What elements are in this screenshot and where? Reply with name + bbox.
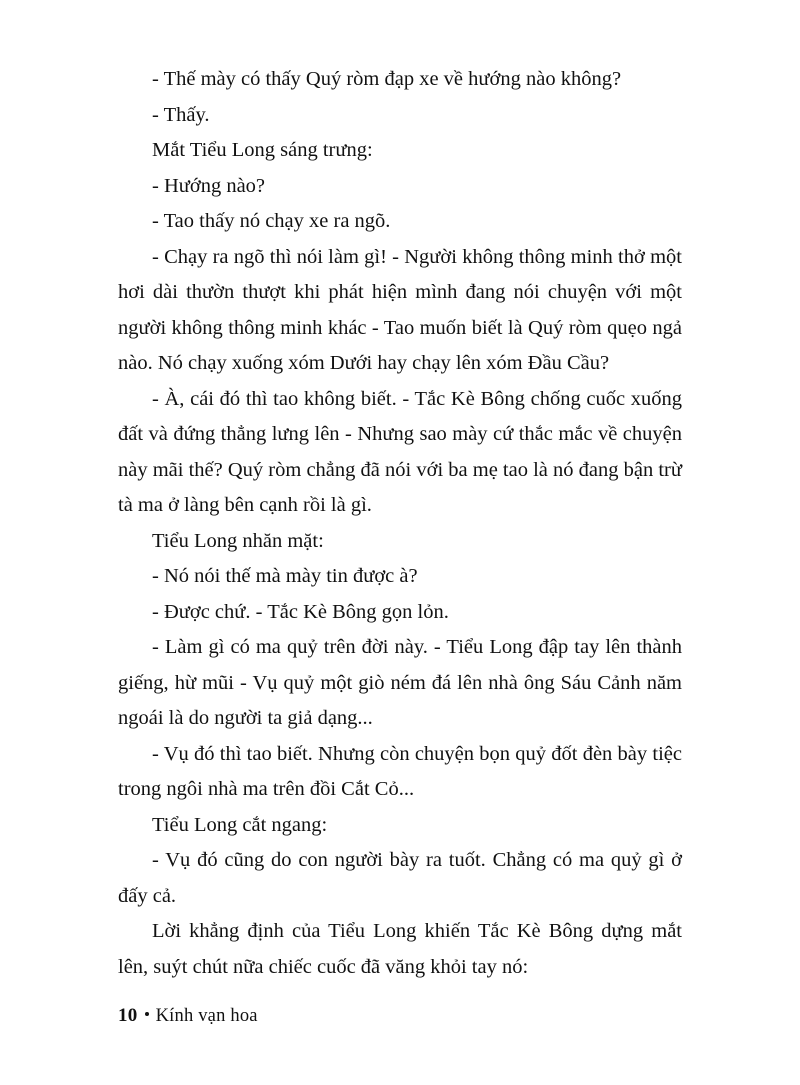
page-footer <box>118 1005 258 1027</box>
running-title: Kính vạn hoa <box>155 1006 258 1026</box>
paragraph: Tiểu Long nhăn mặt: <box>152 529 324 552</box>
paragraph: - À, cái đó thì tao không biết. - Tắc Kè Bông chống cuốc xuống đất và đứng thẳng lưng lên - Nhưng sao mày cứ thắc mắc về chuyện này mãi thế? Quý ròm chẳng đã nói với ba mẹ tao là nó đang bận trừ tà ma ở làng bên cạnh rồi là gì. <box>118 387 682 516</box>
paragraph: - Tao thấy nó chạy xe ra ngõ. <box>152 210 391 232</box>
paragraph: Tiểu Long cắt ngang: <box>152 813 328 836</box>
paragraph: - Chạy ra ngõ thì nói làm gì! - Người không thông minh thở một hơi dài thườn thượt khi phát hiện mình đang nói chuyện với một người không thông minh khác - Tao muốn biết là Quý ròm quẹo ngả nào. Nó chạy xuống xóm Dưới hay chạy lên xóm Đầu Cầu? <box>118 245 682 374</box>
paragraph: - Vụ đó cũng do con người bày ra tuốt. Chẳng có ma quỷ gì ở đấy cả. <box>118 849 682 907</box>
page-body <box>118 62 682 985</box>
bullet-icon <box>145 1012 149 1016</box>
paragraph: Mắt Tiểu Long sáng trưng: <box>152 139 373 161</box>
paragraph: - Thế mày có thấy Quý ròm đạp xe về hướng nào không? <box>152 68 622 90</box>
paragraph: - Nó nói thế mà mày tin được à? <box>152 565 418 587</box>
paragraph: - Làm gì có ma quỷ trên đời này. - Tiểu Long đập tay lên thành giếng, hừ mũi - Vụ quỷ một giò ném đá lên nhà ông Sáu Cảnh năm ngoái là do người ta giả dạng... <box>118 636 682 729</box>
paragraph: - Vụ đó thì tao biết. Nhưng còn chuyện bọn quỷ đốt đèn bày tiệc trong ngôi nhà ma trên đồi Cắt Cỏ... <box>118 742 682 800</box>
paragraph: - Được chứ. - Tắc Kè Bông gọn lỏn. <box>152 600 449 623</box>
paragraph: Lời khẳng định của Tiểu Long khiến Tắc Kè Bông dựng mắt lên, suýt chút nữa chiếc cuốc đã văng khỏi tay nó: <box>118 920 682 978</box>
paragraph: - Thấy. <box>152 103 210 126</box>
page-number: 10 <box>118 1005 138 1026</box>
paragraph: - Hướng nào? <box>152 174 266 197</box>
